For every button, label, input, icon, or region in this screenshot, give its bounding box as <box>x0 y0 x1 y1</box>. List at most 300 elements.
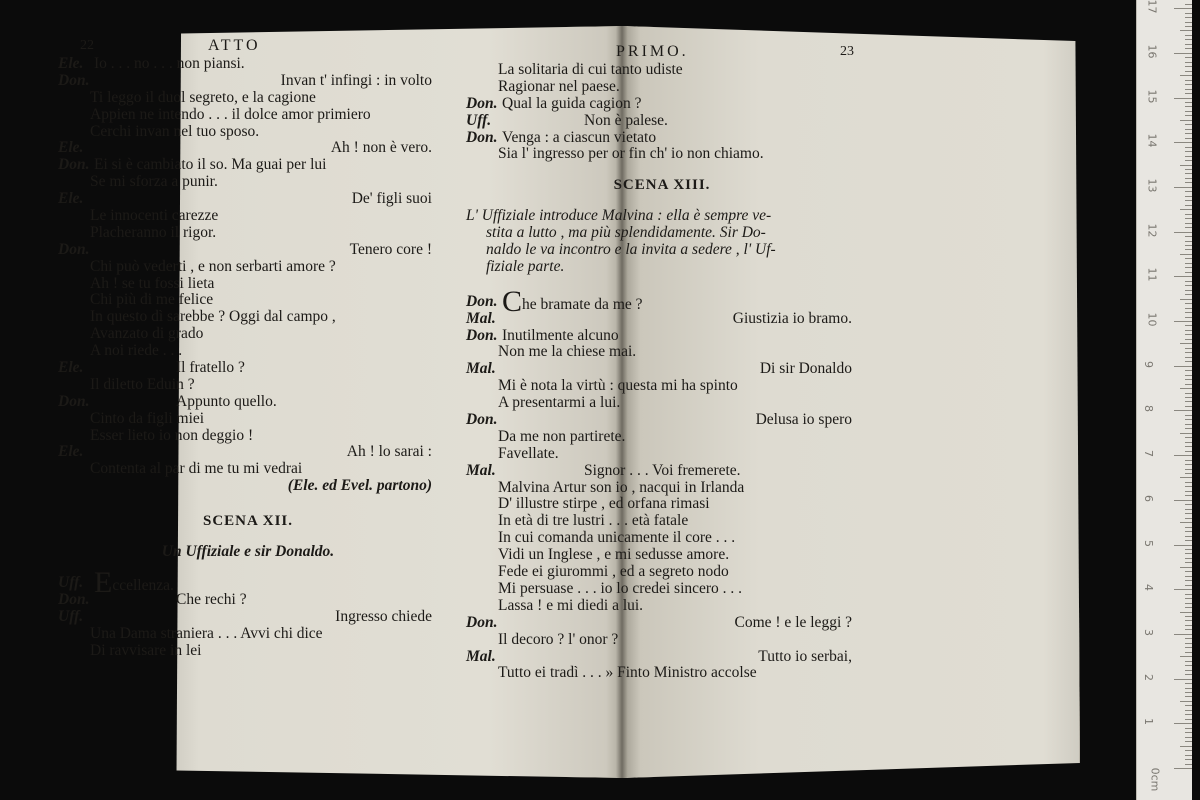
line-text: Di ravvisare in lei <box>90 641 202 659</box>
text-line <box>466 480 858 497</box>
text-line <box>466 446 858 463</box>
ruler-tick <box>1185 160 1192 161</box>
ruler-tick <box>1185 352 1192 353</box>
drop-cap: C <box>502 284 523 318</box>
ruler-tick <box>1180 75 1192 76</box>
text-line <box>466 564 858 581</box>
ruler-tick <box>1174 232 1192 233</box>
speaker-label: Mal. <box>466 309 496 327</box>
ruler-tick <box>1185 540 1192 541</box>
line-text: Ingresso chiede <box>335 607 432 625</box>
line-text: Contenta al par di me tu mi vedrai <box>90 460 303 478</box>
ruler-tick <box>1174 723 1192 724</box>
ruler-tick <box>1185 486 1192 487</box>
right-stage-direction <box>466 208 858 276</box>
ruler-tick <box>1185 39 1192 40</box>
ruler-number: 4 <box>1142 584 1155 592</box>
line-text: Mi è nota la virtù : questa mi ha spinto <box>498 377 738 395</box>
speaker-label: Don. <box>58 590 90 608</box>
ruler-tick <box>1185 393 1192 394</box>
text-line <box>466 496 858 513</box>
text-line <box>58 90 438 107</box>
ruler-tick <box>1180 165 1192 166</box>
stage-direction-line: fiziale parte. <box>486 257 565 275</box>
ruler-number: 9 <box>1142 360 1155 368</box>
ruler-tick <box>1185 415 1192 416</box>
text-line <box>58 259 438 276</box>
line-text: La solitaria di cui tanto udiste <box>498 61 683 78</box>
ruler-tick <box>1185 750 1192 751</box>
right-scena-title: SCENA XIII. <box>613 177 711 194</box>
ruler-tick <box>1185 147 1192 148</box>
text-line <box>58 157 438 174</box>
line-text: Chi può vederti , e non serbarti amore ? <box>90 257 336 275</box>
line-text: In cui comanda unicamente il core . . . <box>498 529 736 547</box>
text-line <box>466 96 858 113</box>
ruler-tick <box>1185 491 1192 492</box>
line-text: D' illustre stirpe , ed orfana rimasi <box>498 495 710 513</box>
speaker-label: Don. <box>58 156 90 174</box>
line-text: Qual la guida cagion ? <box>502 94 642 112</box>
ruler-tick <box>1180 120 1192 121</box>
text-line <box>466 615 858 632</box>
ruler-tick <box>1185 272 1192 273</box>
line-text: Non è palese. <box>584 111 668 129</box>
ruler-tick <box>1185 705 1192 706</box>
speaker-label: Uff. <box>58 607 84 625</box>
line-text: Venga : a ciascun vietato <box>502 128 657 146</box>
speaker-label: Mal. <box>466 360 496 378</box>
ruler-number: 14 <box>1145 133 1159 148</box>
ruler-tick <box>1185 764 1192 765</box>
text-line <box>58 444 438 461</box>
text-line <box>466 146 858 163</box>
ruler-tick <box>1185 643 1192 644</box>
ruler-tick <box>1185 89 1192 90</box>
ruler-tick <box>1185 482 1192 483</box>
ruler-tick <box>1185 562 1192 563</box>
ruler-tick <box>1185 741 1192 742</box>
ruler-tick <box>1185 674 1192 675</box>
ruler-tick <box>1185 379 1192 380</box>
ruler-tick <box>1185 44 1192 45</box>
speaker-label: Ele. <box>58 359 84 377</box>
text-line <box>466 649 858 666</box>
ruler-tick <box>1185 223 1192 224</box>
drop-cap: E <box>94 565 113 599</box>
ruler-tick <box>1185 303 1192 304</box>
line-text: Ei si è cambiato il so. Ma guai per lui <box>94 156 327 174</box>
ruler-tick <box>1185 258 1192 259</box>
ruler-tick <box>1174 142 1192 143</box>
line-text: Tutto ei tradì . . . » Finto Ministro accolse <box>498 664 757 682</box>
text-line <box>466 463 858 480</box>
line-text: Le innocenti carezze <box>90 207 219 225</box>
ruler-tick <box>1185 308 1192 309</box>
ruler-tick <box>1185 737 1192 738</box>
ruler-tick <box>1185 594 1192 595</box>
text-line <box>466 328 858 345</box>
ruler-tick <box>1180 522 1192 523</box>
speaker-label: Don. <box>466 613 498 631</box>
ruler-tick <box>1185 652 1192 653</box>
text-line <box>466 665 858 682</box>
text-line <box>58 411 438 428</box>
ruler-tick <box>1185 647 1192 648</box>
ruler-tick <box>1185 370 1192 371</box>
ruler-tick <box>1185 17 1192 18</box>
text-line <box>58 309 438 326</box>
ruler-number: 10 <box>1145 312 1159 327</box>
ruler-tick <box>1185 531 1192 532</box>
text-line <box>58 174 438 191</box>
text-line <box>58 292 438 309</box>
ruler-tick <box>1185 585 1192 586</box>
text-line <box>466 378 858 395</box>
ruler-tick <box>1185 111 1192 112</box>
line-text: Da me non partirete. <box>498 427 626 445</box>
ruler-tick <box>1185 571 1192 572</box>
ruler-unit-label: 0cm <box>1148 767 1162 792</box>
ruler-tick <box>1185 115 1192 116</box>
ruler-tick <box>1185 558 1192 559</box>
text-line <box>466 361 858 378</box>
ruler-tick <box>1174 98 1192 99</box>
ruler-tick <box>1185 451 1192 452</box>
text-line <box>466 429 858 446</box>
line-text: Il diletto Eduin ? <box>90 375 195 393</box>
ruler-tick <box>1180 30 1192 31</box>
ruler-number: 5 <box>1142 539 1155 547</box>
ruler-number: 6 <box>1142 494 1155 502</box>
ruler-tick <box>1185 4 1192 5</box>
speaker-label: Uff. <box>466 111 492 129</box>
text-line <box>466 581 858 598</box>
stage-direction-line: naldo le va incontro e la invita a sedere , l' Uf- <box>486 241 776 259</box>
ruler-tick <box>1185 406 1192 407</box>
ruler-tick <box>1180 388 1192 389</box>
line-text: In questo dì sarebbe ? Oggi dal campo , <box>90 308 336 326</box>
line-text: A noi riede . . . <box>90 342 183 360</box>
line-text: Ah ! non è vero. <box>330 139 432 157</box>
ruler-tick <box>1185 102 1192 103</box>
exit-direction: (Ele. ed Evel. partono) <box>287 477 432 495</box>
ruler-tick <box>1180 701 1192 702</box>
ruler-tick <box>1185 661 1192 662</box>
line-text: Una Dama straniera . . . Avvi chi dice <box>90 624 323 642</box>
ruler-tick <box>1174 276 1192 277</box>
ruler-number: 7 <box>1142 450 1155 458</box>
line-text: Avanzato di grado <box>90 325 204 343</box>
ruler-tick <box>1180 209 1192 210</box>
ruler-tick <box>1185 339 1192 340</box>
text-line <box>466 547 858 564</box>
text-line <box>466 311 858 328</box>
ruler-tick <box>1185 424 1192 425</box>
ruler-tick <box>1180 656 1192 657</box>
ruler-tick <box>1185 357 1192 358</box>
ruler-tick <box>1180 299 1192 300</box>
ruler-number: 12 <box>1145 223 1159 238</box>
ruler-tick <box>1180 746 1192 747</box>
ruler-tick <box>1185 580 1192 581</box>
ruler-tick <box>1185 330 1192 331</box>
ruler-tick <box>1185 504 1192 505</box>
left-dialogue-2 <box>58 565 438 659</box>
line-text: De' figli suoi <box>351 190 432 208</box>
ruler-tick <box>1185 124 1192 125</box>
text-line <box>466 513 858 530</box>
line-text: Giustizia io bramo. <box>732 309 852 327</box>
ruler-tick <box>1185 732 1192 733</box>
ruler-tick <box>1185 236 1192 237</box>
ruler-tick <box>1185 80 1192 81</box>
line-text: Appien ne intendo . . . il dolce amor primiero <box>90 105 371 123</box>
ruler-tick <box>1185 553 1192 554</box>
right-dialogue <box>466 62 858 163</box>
left-scena-title: SCENA XII. <box>202 513 294 530</box>
ruler-tick <box>1185 428 1192 429</box>
left-page-number: 22 <box>80 38 94 53</box>
ruler-tick <box>1185 446 1192 447</box>
ruler-tick <box>1185 495 1192 496</box>
ruler-tick <box>1174 500 1192 501</box>
ruler-tick <box>1185 536 1192 537</box>
text-line <box>58 360 438 377</box>
line-text: he bramate da me ? <box>522 295 643 313</box>
ruler-number: 2 <box>1142 673 1155 681</box>
text-line <box>58 140 438 157</box>
ruler-tick <box>1185 719 1192 720</box>
line-text: Ti leggo il duol segreto, e la cagione <box>90 88 316 106</box>
ruler-tick <box>1185 71 1192 72</box>
line-text: Mi persuase . . . io lo credei sincero . . . <box>498 579 743 597</box>
ruler-tick <box>1185 710 1192 711</box>
speaker-label: Don. <box>58 240 90 258</box>
text-line <box>466 530 858 547</box>
speaker-label: Uff. <box>58 573 84 591</box>
ruler-tick <box>1185 66 1192 67</box>
ruler-tick <box>1185 196 1192 197</box>
ruler-tick <box>1180 477 1192 478</box>
speaker-label: Don. <box>466 292 498 310</box>
left-stage-direction: Un Uffiziale e sir Donaldo. <box>161 543 335 561</box>
line-text: Esser lieto io non deggio ! <box>90 426 254 444</box>
ruler-number: 1 <box>1142 718 1155 726</box>
speaker-label: Ele. <box>58 190 84 208</box>
ruler-tick <box>1185 460 1192 461</box>
ruler-tick <box>1185 361 1192 362</box>
text-line <box>466 344 858 361</box>
line-text: Fede ei giurommi , ed a segreto nodo <box>498 563 729 581</box>
ruler-tick <box>1185 670 1192 671</box>
ruler-tick <box>1185 214 1192 215</box>
ruler-tick <box>1185 22 1192 23</box>
ruler-tick <box>1185 267 1192 268</box>
text-line <box>58 609 438 626</box>
right-page-number: 23 <box>840 44 854 59</box>
speaker-label: Don. <box>466 128 498 146</box>
text-line <box>58 428 438 445</box>
text-line <box>58 394 438 411</box>
text-line <box>466 62 858 79</box>
line-text: Tutto io serbai, <box>758 647 852 665</box>
line-text: Il fratello ? <box>176 359 245 377</box>
text-line <box>58 225 438 242</box>
speaker-label: Ele. <box>58 55 84 72</box>
ruler-tick <box>1180 433 1192 434</box>
text-line <box>58 208 438 225</box>
line-text: Ragionar nel paese. <box>498 77 620 95</box>
line-text: Tenero core ! <box>349 240 432 258</box>
speaker-label: Don. <box>466 94 498 112</box>
ruler-tick <box>1185 263 1192 264</box>
ruler-tick <box>1185 151 1192 152</box>
ruler-tick <box>1185 401 1192 402</box>
ruler-tick <box>1185 607 1192 608</box>
ruler-tick <box>1185 437 1192 438</box>
ruler-tick <box>1174 8 1192 9</box>
ruler-tick <box>1174 366 1192 367</box>
line-text: Non me la chiese mai. <box>498 343 637 361</box>
ruler-tick <box>1185 469 1192 470</box>
line-text: Se mi sforza a punir. <box>90 173 218 191</box>
right-running-head: PRIMO. <box>616 43 689 60</box>
line-text: Inutilmente alcuno <box>502 326 619 344</box>
ruler-tick <box>1185 133 1192 134</box>
ruler-tick <box>1185 245 1192 246</box>
ruler-tick <box>1185 509 1192 510</box>
measuring-ruler <box>1136 0 1192 800</box>
ruler-tick <box>1174 768 1192 769</box>
ruler-tick <box>1185 549 1192 550</box>
text-line <box>466 395 858 412</box>
line-text: Vidi un Inglese , e mi sedusse amore. <box>498 546 730 564</box>
text-line <box>58 242 438 259</box>
ruler-tick <box>1185 200 1192 201</box>
line-text: Chi più di me felice <box>90 291 214 309</box>
speaker-label: Mal. <box>466 647 496 665</box>
text-line <box>58 124 438 141</box>
text-line <box>58 56 438 73</box>
left-page-text <box>58 38 438 659</box>
text-line <box>58 592 438 609</box>
ruler-tick <box>1180 567 1192 568</box>
ruler-tick <box>1185 106 1192 107</box>
line-text: Appunto quello. <box>176 392 277 410</box>
speaker-label: Mal. <box>466 461 496 479</box>
ruler-tick <box>1185 625 1192 626</box>
text-line <box>58 73 438 90</box>
ruler-tick <box>1185 598 1192 599</box>
speaker-label: Ele. <box>58 139 84 157</box>
ruler-number: 11 <box>1145 267 1159 282</box>
ruler-tick <box>1185 375 1192 376</box>
ruler-tick <box>1185 576 1192 577</box>
line-text: Lassa ! e mi diedi a lui. <box>498 596 644 614</box>
ruler-tick <box>1174 321 1192 322</box>
ruler-tick <box>1185 755 1192 756</box>
ruler-tick <box>1185 26 1192 27</box>
line-text: Cinto da figli miei <box>90 409 205 427</box>
speaker-label: Don. <box>58 392 90 410</box>
ruler-tick <box>1185 281 1192 282</box>
ruler-tick <box>1185 527 1192 528</box>
text-line <box>58 326 438 343</box>
text-line <box>58 478 438 495</box>
line-text: A presentarmi a lui. <box>498 394 621 412</box>
ruler-tick <box>1185 191 1192 192</box>
line-text: Delusa io spero <box>755 411 852 429</box>
line-text: In età di tre lustri . . . età fatale <box>498 512 689 530</box>
line-text: Malvina Artur son io , nacqui in Irlanda <box>498 478 745 496</box>
line-text: ccellenza. <box>112 576 174 594</box>
ruler-tick <box>1174 455 1192 456</box>
ruler-tick <box>1185 603 1192 604</box>
speaker-label: Don. <box>58 71 90 89</box>
line-text: Signor . . . Voi fremerete. <box>584 461 741 479</box>
ruler-tick <box>1185 629 1192 630</box>
text-line <box>58 461 438 478</box>
ruler-tick <box>1185 620 1192 621</box>
ruler-tick <box>1185 692 1192 693</box>
ruler-tick <box>1185 312 1192 313</box>
ruler-tick <box>1185 325 1192 326</box>
ruler-tick <box>1185 696 1192 697</box>
line-text: Il decoro ? l' onor ? <box>498 630 619 648</box>
ruler-tick <box>1185 442 1192 443</box>
line-text: Ah ! lo sarai : <box>346 443 432 461</box>
line-text: Ah ! se tu fossi lieta <box>90 274 215 292</box>
ruler-tick <box>1185 138 1192 139</box>
left-running-head: ATTO <box>208 37 261 54</box>
ruler-tick <box>1174 589 1192 590</box>
ruler-tick <box>1185 683 1192 684</box>
ruler-tick <box>1185 285 1192 286</box>
text-line <box>466 412 858 429</box>
text-line <box>58 643 438 660</box>
ruler-tick <box>1185 173 1192 174</box>
line-text: Come ! e le leggi ? <box>734 613 852 631</box>
ruler-tick <box>1174 410 1192 411</box>
speaker-label: Don. <box>466 411 498 429</box>
ruler-tick <box>1185 290 1192 291</box>
ruler-tick <box>1180 254 1192 255</box>
ruler-tick <box>1174 634 1192 635</box>
speaker-label: Ele. <box>58 443 84 461</box>
ruler-tick <box>1185 227 1192 228</box>
text-line <box>58 343 438 360</box>
text-line <box>58 626 438 643</box>
ruler-tick <box>1185 473 1192 474</box>
left-dialogue <box>58 56 438 495</box>
ruler-tick <box>1185 35 1192 36</box>
text-line <box>466 598 858 615</box>
line-text: Che rechi ? <box>176 590 247 608</box>
ruler-tick <box>1185 169 1192 170</box>
ruler-tick <box>1185 419 1192 420</box>
ruler-tick <box>1185 57 1192 58</box>
ruler-tick <box>1185 688 1192 689</box>
ruler-tick <box>1185 129 1192 130</box>
ruler-tick <box>1185 334 1192 335</box>
line-text: Cerchi invan nel tuo sposo. <box>90 122 260 140</box>
ruler-tick <box>1174 187 1192 188</box>
ruler-tick <box>1174 679 1192 680</box>
ruler-tick <box>1185 48 1192 49</box>
ruler-tick <box>1185 249 1192 250</box>
ruler-number: 17 <box>1145 0 1159 14</box>
